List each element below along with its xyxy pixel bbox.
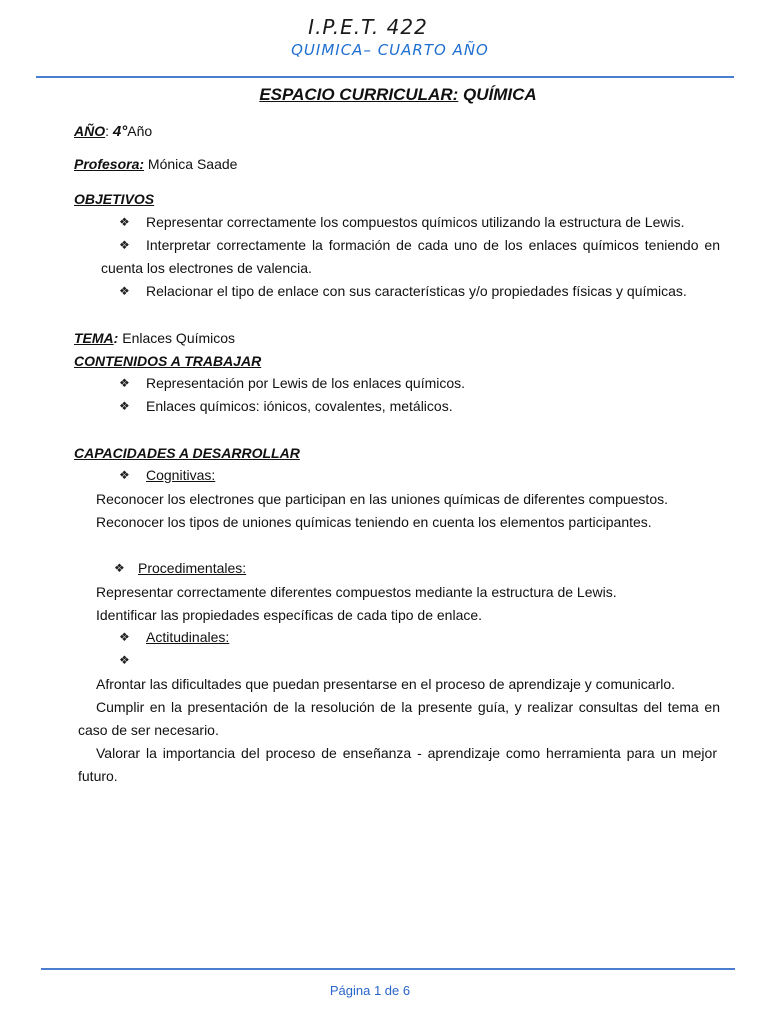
tema-line — [74, 330, 235, 346]
contenido-item: Enlaces químicos: iónicos, covalentes, metálicos. — [146, 398, 453, 414]
objetivo-item: Interpretar correctamente la formación de cada uno de los enlaces químicos teniendo en — [146, 237, 720, 253]
contenidos-title: CONTENIDOS A TRABAJAR — [74, 353, 262, 369]
actitudinales-label: Actitudinales: — [146, 629, 230, 645]
bullet-icon: ❖ — [119, 215, 130, 229]
heading-value: QUÍMICA — [458, 85, 537, 104]
actitudinal-line: Valorar la importancia del proceso de enseñanza - aprendizaje como herramienta para un mejor — [96, 745, 717, 761]
bullet-icon: ❖ — [114, 561, 125, 575]
bullet-icon: ❖ — [119, 284, 130, 298]
actitudinal-line: Afrontar las dificultades que puedan presentarse en el proceso de aprendizaje y comunicarlo. — [96, 676, 676, 692]
procedimental-line: Identificar las propiedades específicas de cada tipo de enlace. — [96, 607, 483, 623]
bullet-icon: ❖ — [119, 630, 130, 644]
actitudinal-line: Cumplir en la presentación de la resolución de la presente guía, y realizar consultas del tema en — [96, 699, 720, 715]
header-divider — [36, 76, 734, 78]
profesora-line — [74, 156, 237, 172]
tema-value: Enlaces Químicos — [118, 330, 236, 346]
bullet-icon: ❖ — [119, 238, 130, 252]
bullet-icon: ❖ — [119, 399, 130, 413]
cognitiva-line: Reconocer los electrones que participan en las uniones químicas de diferentes compuestos. — [96, 491, 668, 507]
bullet-icon: ❖ — [119, 468, 130, 482]
capacidades-title: CAPACIDADES A DESARROLLAR — [74, 445, 300, 461]
profesora-name: Mónica Saade — [144, 156, 238, 172]
ano-number: 4° — [112, 123, 128, 140]
contenido-item: Representación por Lewis de los enlaces químicos. — [146, 375, 466, 391]
actitudinal-line-continued: caso de ser necesario. — [78, 722, 219, 738]
objetivo-item-continued: cuenta los electrones de valencia. — [101, 260, 312, 276]
procedimentales-label: Procedimentales: — [138, 560, 247, 576]
procedimental-line: Representar correctamente diferentes compuestos mediante la estructura de Lewis. — [96, 584, 617, 600]
actitudinal-line-continued: futuro. — [78, 768, 118, 784]
tema-colon: : — [113, 330, 119, 346]
footer-divider — [41, 968, 735, 970]
ano-text: Año — [127, 123, 153, 139]
page-number: Página 1 de 6 — [329, 983, 411, 998]
school-name: I.P.E.T. 422 — [308, 15, 428, 39]
profesora-label: Profesora: — [74, 156, 145, 172]
objetivo-item: Relacionar el tipo de enlace con sus características y/o propiedades físicas y químicas. — [146, 283, 687, 299]
cognitiva-line: Reconocer los tipos de uniones químicas teniendo en cuenta los elementos participantes. — [96, 514, 652, 530]
ano-line — [74, 123, 152, 140]
cognitivas-label: Cognitivas: — [146, 467, 216, 483]
ano-label: AÑO — [74, 123, 106, 139]
bullet-icon: ❖ — [119, 376, 130, 390]
objetivo-item: Representar correctamente los compuestos químicos utilizando la estructura de Lewis. — [146, 214, 685, 230]
bullet-icon: ❖ — [119, 653, 130, 667]
objetivos-title: OBJETIVOS — [74, 191, 155, 207]
curricular-heading — [0, 85, 768, 105]
tema-label: TEMA — [74, 330, 114, 346]
heading-label: ESPACIO CURRICULAR: — [259, 85, 459, 104]
ano-sep: : — [105, 123, 113, 139]
subject-title: QUIMICA– CUARTO AÑO — [291, 41, 489, 59]
